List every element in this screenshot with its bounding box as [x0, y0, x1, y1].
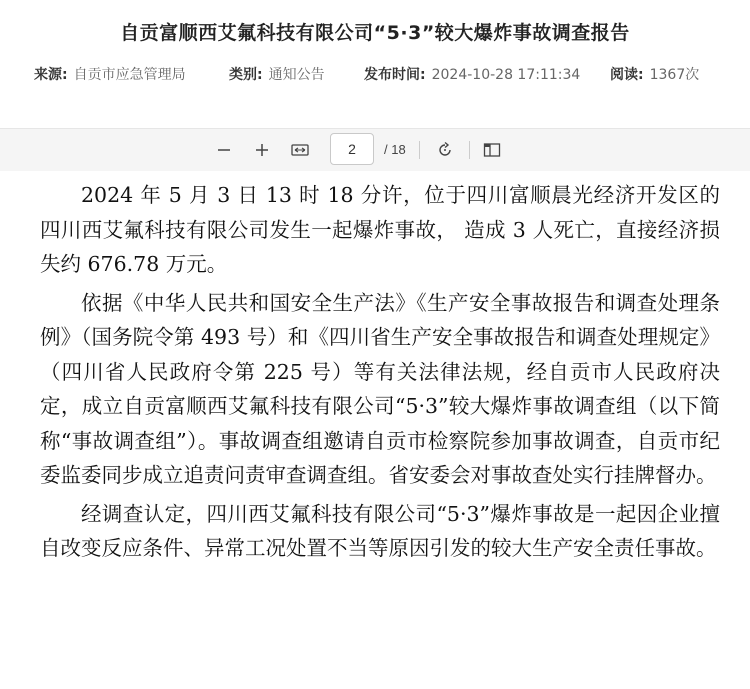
two-page-icon [483, 142, 501, 158]
reads-value: 1367次 [649, 67, 700, 83]
article-title: 自贡富顺西艾氟科技有限公司“5·3”较大爆炸事故调查报告 [120, 22, 630, 44]
meta-category [229, 64, 325, 84]
page-number-input[interactable]: 2 [330, 133, 374, 165]
pdf-viewer-toolbar [0, 128, 750, 171]
rotate-icon [436, 141, 454, 159]
page-total: / 18 [384, 142, 406, 157]
paragraph: 依据《中华人民共和国安全生产法》《生产安全事故报告和调查处理条例》（国务院令第 493 号）和《四川省生产安全事故报告和调查处理规定》（四川省人民政府令第 225 号）等有关法律法规，经自贡市人民政府决定，成立自贡富顺西艾氟科技有限公司“5·3”较大爆炸事故调查组（以下简称“事故调查组”）。事故调查组邀请自贡市检察院参加事故调查，自贡市纪委监委同步成立追责问责审查调查组。省安委会对事故查处实行挂牌督办。 [40, 290, 720, 487]
category-label: 类别: [229, 67, 263, 83]
meta-source [34, 64, 186, 84]
zoom-in-button[interactable] [248, 129, 276, 171]
source-label: 来源: [34, 67, 68, 83]
published-value: 2024-10-28 17:11:34 [431, 67, 581, 83]
reads-label: 阅读: [610, 67, 644, 83]
paragraph: 经调查认定，四川西艾氟科技有限公司“5·3”爆炸事故是一起因企业擅自改变反应条件、异常工况处置不当等原因引发的较大生产安全责任事故。 [40, 501, 720, 560]
meta-reads [610, 64, 699, 84]
document-page [40, 178, 720, 570]
published-label: 发布时间: [364, 67, 426, 83]
toolbar-divider [419, 141, 420, 159]
meta-published [364, 64, 580, 84]
source-value: 自贡市应急管理局 [73, 67, 186, 83]
minus-icon [217, 143, 231, 157]
zoom-out-button[interactable] [210, 129, 238, 171]
toolbar-divider [469, 141, 470, 159]
fit-width-icon [291, 143, 309, 157]
fit-width-button[interactable] [286, 129, 314, 171]
plus-icon [255, 143, 269, 157]
paragraph: 2024 年 5 月 3 日 13 时 18 分许，位于四川富顺晨光经济开发区的四川西艾氟科技有限公司发生一起爆炸事故， 造成 3 人死亡，直接经济损失约 676.78 万元。 [40, 183, 720, 276]
category-value: 通知公告 [268, 67, 325, 83]
two-page-button[interactable] [478, 129, 506, 171]
rotate-button[interactable] [431, 129, 459, 171]
